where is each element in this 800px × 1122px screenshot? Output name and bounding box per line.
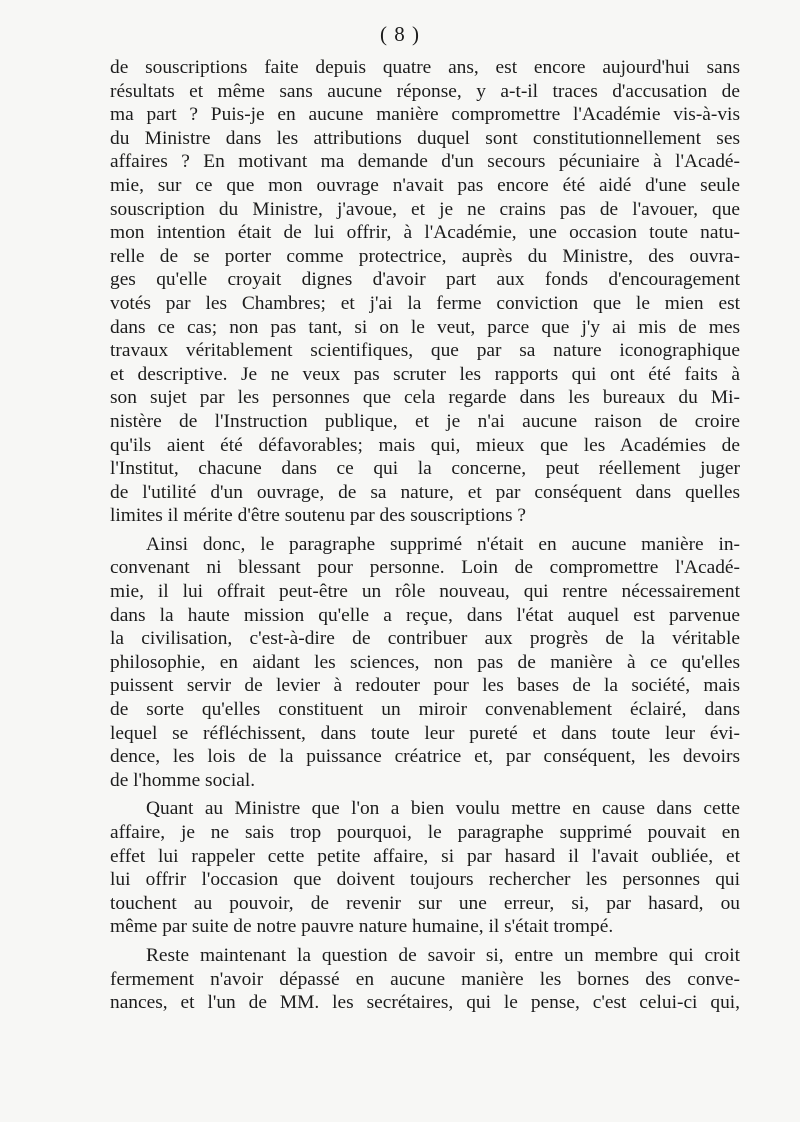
body-text — [110, 56, 740, 1015]
paragraph — [110, 797, 740, 939]
text-line: qu'ils aient été défavorables; mais qui, mieux que les Académies de — [110, 434, 740, 456]
paragraph — [110, 533, 740, 793]
text-line: votés par les Chambres; et j'ai la ferme conviction que le mien est — [110, 292, 740, 314]
text-line: l'Institut, chacune dans ce qui la concerne, peut réellement juger — [110, 458, 740, 480]
text-line: lequel se réfléchissent, dans toute leur pureté et dans toute leur évi- — [110, 722, 740, 744]
text-line: ma part ? Puis-je en aucune manière compromettre l'Académie vis-à-vis — [110, 104, 740, 126]
text-line: nistère de l'Instruction publique, et je n'ai aucune raison de croire — [110, 410, 740, 432]
text-line: souscription du Ministre, j'avoue, et je ne crains pas de l'avouer, que — [110, 198, 740, 220]
text-line: philosophie, en aidant les sciences, non pas de manière à ce qu'elles — [110, 651, 740, 673]
text-line: Reste maintenant la question de savoir si, entre un membre qui croit — [146, 944, 740, 966]
text-line: dans la haute mission qu'elle a reçue, dans l'état auquel est parvenue — [110, 604, 740, 626]
text-line: et descriptive. Je ne veux pas scruter les rapports qui ont été faits à — [110, 363, 740, 385]
text-line: Ainsi donc, le paragraphe supprimé n'était en aucune manière in- — [146, 533, 740, 555]
text-line: même par suite de notre pauvre nature humaine, il s'était trompé. — [110, 916, 614, 938]
text-line: mie, il lui offrait peut-être un rôle nouveau, qui rentre nécessairement — [110, 581, 740, 603]
text-line: du Ministre dans les attributions duquel sont constitutionnellement ses — [110, 127, 740, 149]
text-line: lui offrir l'occasion que doivent toujours rechercher les personnes qui — [110, 869, 740, 891]
text-line: Quant au Ministre que l'on a bien voulu mettre en cause dans cette — [146, 798, 740, 820]
text-line: effet lui rappeler cette petite affaire, si par hasard il l'avait oubliée, et — [110, 845, 740, 867]
paragraph — [110, 56, 740, 528]
text-line: affaires ? En motivant ma demande d'un secours pécuniaire à l'Acadé- — [110, 151, 740, 173]
text-line: de l'homme social. — [110, 769, 256, 791]
text-line: de souscriptions faite depuis quatre ans, est encore aujourd'hui sans — [110, 57, 740, 78]
text-line: la civilisation, c'est-à-dire de contribuer aux progrès de la véritable — [110, 628, 740, 650]
paragraph — [110, 944, 740, 1015]
text-line: dence, les lois de la puissance créatrice et, par conséquent, les devoirs — [110, 746, 740, 768]
text-line: fermement n'avoir dépassé en aucune manière les bornes des conve- — [110, 968, 740, 990]
text-line: dans ce cas; non pas tant, si on le veut, parce que j'y ai mis de mes — [110, 316, 740, 338]
text-line: nances, et l'un de MM. les secrétaires, qui le pense, c'est celui-ci qui, — [110, 992, 740, 1014]
text-line: ges qu'elle croyait dignes d'avoir part aux fonds d'encouragement — [110, 269, 740, 291]
text-line: touchent au pouvoir, de revenir sur une erreur, si, par hasard, ou — [110, 892, 740, 914]
text-line: mon intention était de lui offrir, à l'Académie, une occasion toute natu- — [110, 222, 740, 244]
text-line: de sorte qu'elles constituent un miroir convenablement éclairé, dans — [110, 699, 740, 721]
text-line: puissent servir de levier à redouter pour les bases de la société, mais — [110, 675, 740, 697]
text-line: résultats et même sans aucune réponse, y a-t-il traces d'accusation de — [110, 80, 740, 102]
text-line: de l'utilité d'un ouvrage, de sa nature, et par conséquent dans quelles — [110, 481, 740, 503]
text-line: mie, sur ce que mon ouvrage n'avait pas encore été aidé d'une seule — [110, 174, 740, 196]
text-line: affaire, je ne sais trop pourquoi, le paragraphe supprimé pouvait en — [110, 822, 740, 843]
page-number: ( 8 ) — [380, 22, 420, 46]
text-line: relle de se porter comme protectrice, auprès du Ministre, des ouvra- — [110, 245, 740, 267]
text-line: limites il mérite d'être soutenu par des souscriptions ? — [110, 505, 526, 527]
text-line: travaux véritablement scientifiques, que par sa nature iconographique — [110, 340, 740, 362]
text-line: son sujet par les personnes que cela regarde dans les bureaux du Mi- — [110, 387, 740, 409]
text-line: convenant ni blessant pour personne. Loin de compromettre l'Acadé- — [110, 557, 740, 579]
